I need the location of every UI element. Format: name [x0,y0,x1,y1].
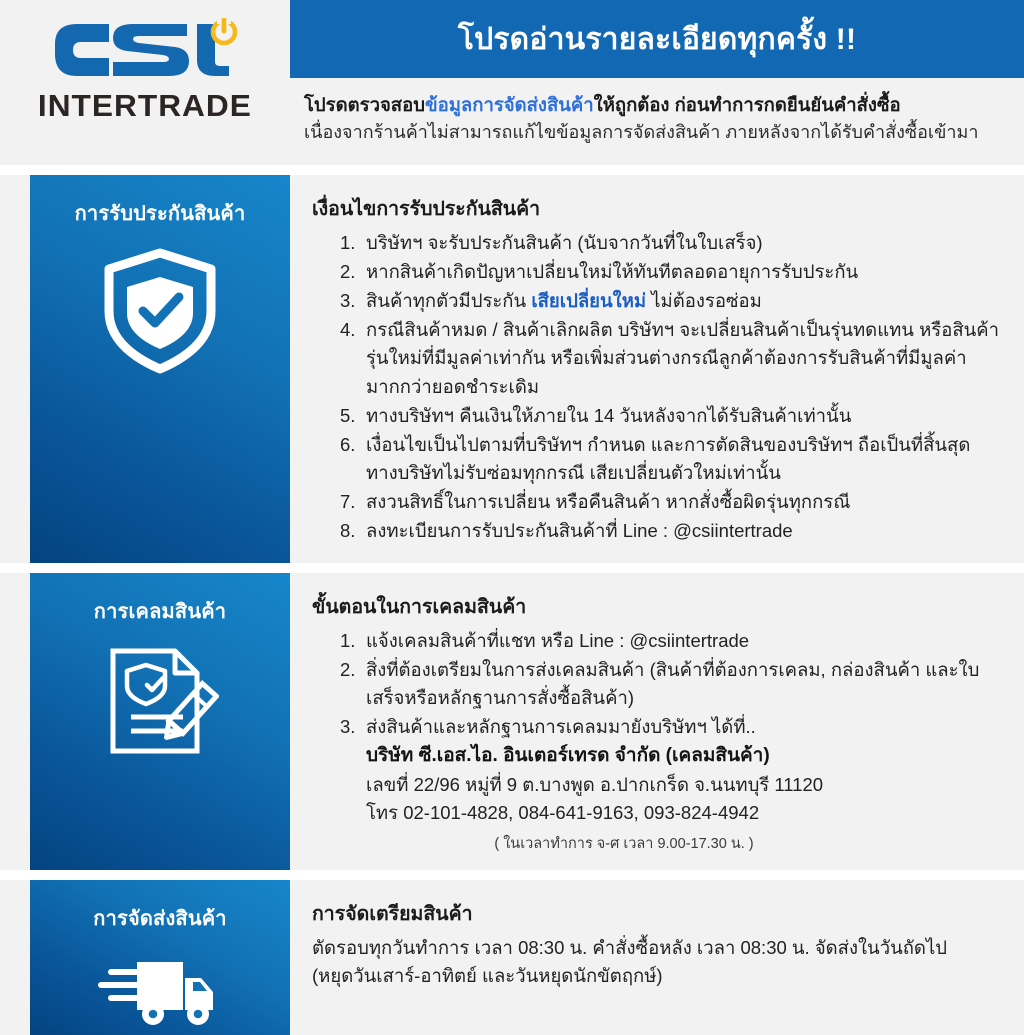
csi-logo-svg [47,18,243,86]
item-text: หากสินค้าเกิดปัญหาเปลี่ยนใหม่ให้ทันทีตลอดอายุการรับประกัน [366,261,859,283]
list-item [340,258,1002,286]
claim-section [0,573,1024,870]
item-text-post: ไม่ต้องรอซ่อม [646,290,762,312]
warranty-section [0,175,1024,563]
address-company: บริษัท ซี.เอส.ไอ. อินเตอร์เทรด จำกัด (เคลมสินค้า) [366,745,770,767]
delivery-truck-icon [97,952,223,1035]
warranty-panel-title: การรับประกันสินค้า [74,203,246,225]
item-text: บริษัทฯ จะรับประกันสินค้า (นับจากวันที่ในใบเสร็จ) [366,232,763,253]
claim-list [312,627,1002,855]
warranty-content [290,175,1024,563]
item-text: สงวนสิทธิ์ในการเปลี่ยน หรือคืนสินค้า หากสั่งซื้อผิดรุ่นทุกกรณี [366,490,851,512]
page-header [0,0,1024,165]
subheader [290,78,1024,165]
subheader-part1: โปรดตรวจสอบ [304,94,425,115]
subheader-line-2: เนื่องจากร้านค้าไม่สามารถแก้ไขข้อมูลการจัดส่งสินค้า ภายหลังจากได้รับคำสั่งซื้อเข้ามา [304,122,979,143]
warranty-panel-wrap [0,175,290,563]
address-hours: ( ในเวลาทำการ จ-ศ เวลา 9.00-17.30 น. ) [494,836,754,853]
banner-title: โปรดอ่านรายละเอียดทุกครั้ง !! [457,22,857,56]
list-item [340,402,1002,430]
claim-panel-wrap [0,573,290,870]
brand-logo [0,0,290,165]
list-item [340,713,1002,855]
list-item [340,431,1002,487]
section-divider [0,870,1024,880]
list-item [340,488,1002,516]
item-text: ลงทะเบียนการรับประกันสินค้าที่ Line : @csiintertrade [366,520,793,542]
item-text: ส่งสินค้าและหลักฐานการเคลมมายังบริษัทฯ ได้ที่.. [366,716,756,738]
warranty-title: เงื่อนไขการรับประกันสินค้า [312,198,541,220]
address-phone: โทร 02-101-4828, 084-641-9163, 093-824-4942 [366,801,760,823]
shipping-panel-title: การจัดส่งสินค้า [93,908,227,930]
shipping-title: การจัดเตรียมสินค้า [312,903,473,925]
section-divider [0,165,1024,175]
claim-panel-title: การเคลมสินค้า [93,601,227,623]
shipping-section [0,880,1024,1035]
warranty-panel [30,175,290,563]
section-divider [0,563,1024,573]
item-text: สิ่งที่ต้องเตรียมในการส่งเคลมสินค้า (สินค้าที่ต้องการเคลม, กล่องสินค้า และใบเสร็จหรือหลักฐานการสั่งซื้อสินค้า) [366,659,980,709]
claim-address [366,742,1002,855]
claim-title: ขั้นตอนในการเคลมสินค้า [312,596,527,618]
shipping-panel [30,880,290,1035]
shipping-line-1: ตัดรอบทุกวันทำการ เวลา 08:30 น. คำสั่งซื้อหลัง เวลา 08:30 น. จัดส่งในวันถัดไป [312,937,947,958]
address-street: เลขที่ 22/96 หมู่ที่ 9 ต.บางพูด อ.ปากเกร็ด จ.นนทบุรี 11120 [366,773,824,795]
subheader-highlight: ข้อมูลการจัดส่งสินค้า [424,94,594,115]
item-text: กรณีสินค้าหมด / สินค้าเลิกผลิต บริษัทฯ จะเปลี่ยนสินค้าเป็นรุ่นทดแทน หรือสินค้ารุ่นใหม่ที่มีมูลค่าเท่ากัน หรือเพิ่มส่วนต่างกรณีลูกค้าต้องการรับสินค้าที่มีมูลค่ามากกว่ายอดชำระเดิม [366,319,1000,397]
item-text: สินค้าทุกตัวมีประกัน [366,290,532,312]
attention-banner [290,0,1024,78]
list-item [340,316,1002,400]
document-pencil-icon [101,645,219,762]
item-text: เงื่อนไขเป็นไปตามที่บริษัทฯ กำหนด และการตัดสินของบริษัทฯ ถือเป็นที่สิ้นสุด ทางบริษัทไม่รับซ่อมทุกกรณี เสียเปลี่ยนตัวใหม่เท่านั้น [366,433,971,483]
list-item [340,656,1002,712]
header-right [290,0,1024,165]
list-item [340,229,1002,257]
item-highlight: เสียเปลี่ยนใหม่ [531,290,647,312]
claim-panel [30,573,290,870]
brand-wordmark: INTERTRADE [38,88,252,123]
list-item [340,627,1002,655]
item-text: ทางบริษัทฯ คืนเงินให้ภายใน 14 วันหลังจากได้รับสินค้าเท่านั้น [366,404,852,426]
subheader-line-1 [304,92,1014,118]
csi-logo-mark [47,18,243,86]
claim-content [290,573,1024,870]
list-item [340,287,1002,315]
shipping-content [290,880,1024,1035]
item-text: แจ้งเคลมสินค้าที่แชท หรือ Line : @csiintertrade [366,630,750,651]
subheader-part2: ให้ถูกต้อง ก่อนทำการกดยืนยันคำสั่งซื้อ [593,94,901,115]
shield-check-icon [101,247,219,380]
list-item [340,517,1002,545]
shipping-line-2: (หยุดวันเสาร์-อาทิตย์ และวันหยุดนักขัตฤกษ์) [312,965,663,987]
shipping-panel-wrap [0,880,290,1035]
warranty-list [312,229,1002,545]
